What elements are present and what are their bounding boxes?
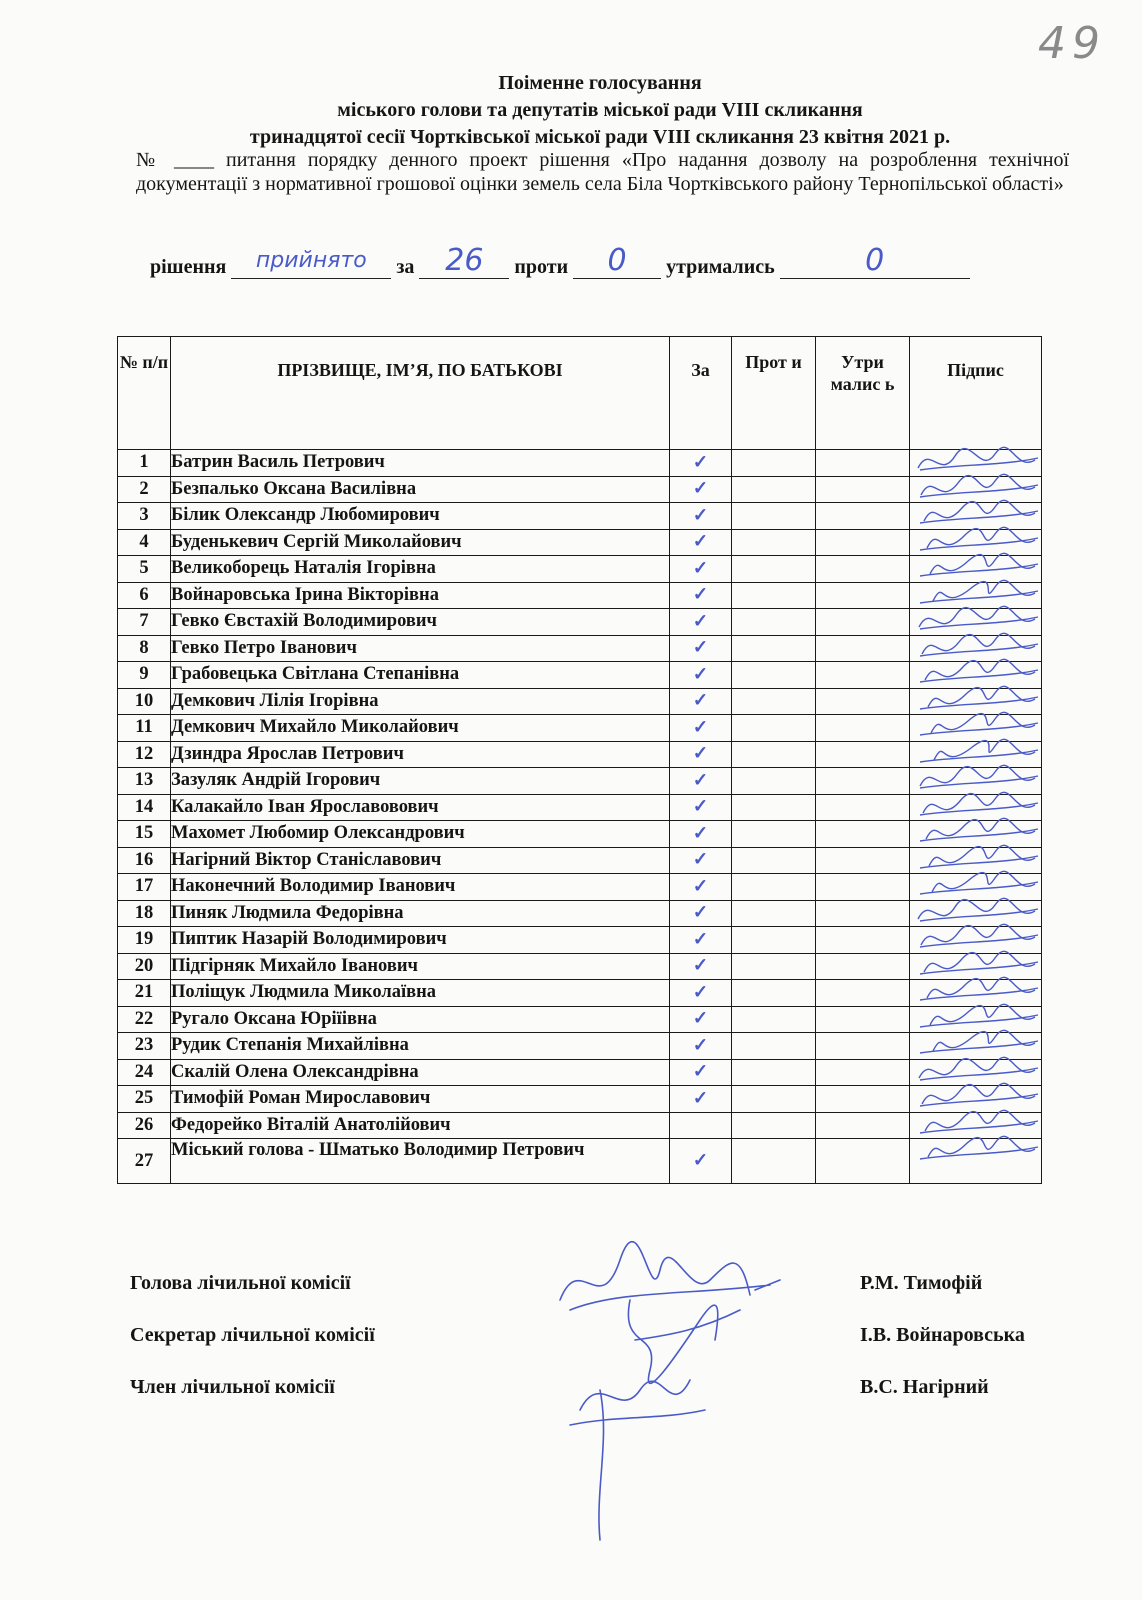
handwritten-signature [910, 1113, 1041, 1139]
decision-summary [150, 243, 1050, 279]
table-row [118, 1059, 1042, 1086]
row-number: 8 [118, 635, 171, 662]
vote-abstained-cell [816, 450, 910, 477]
vote-abstained-cell [816, 1139, 910, 1184]
vote-for-mark: ✓ [670, 450, 732, 477]
table-row [118, 847, 1042, 874]
table-row [118, 821, 1042, 848]
roll-call-table [117, 336, 1042, 1184]
signature-cell [910, 662, 1042, 689]
table-row [118, 503, 1042, 530]
row-number: 12 [118, 741, 171, 768]
handwritten-signature [910, 980, 1041, 1006]
vote-abstained-cell [816, 503, 910, 530]
row-number: 6 [118, 582, 171, 609]
vote-against-cell [732, 715, 816, 742]
handwritten-signature [910, 795, 1041, 821]
chair-role: Голова лічильної комісії [130, 1272, 351, 1294]
table-row [118, 927, 1042, 954]
deputy-name: Безпалько Оксана Василівна [171, 476, 670, 503]
vote-abstained-cell [816, 1112, 910, 1139]
vote-against-cell [732, 476, 816, 503]
vote-abstained-cell [816, 741, 910, 768]
abstained-label: утримались [666, 256, 775, 278]
table-row [118, 688, 1042, 715]
signature-cell [910, 1059, 1042, 1086]
vote-abstained-cell [816, 794, 910, 821]
signature-cell [910, 715, 1042, 742]
chair-signature [560, 1242, 780, 1310]
handwritten-signature [910, 821, 1041, 847]
vote-against-cell [732, 1086, 816, 1113]
vote-against-cell [732, 450, 816, 477]
table-row [118, 1086, 1042, 1113]
for-label: за [396, 256, 415, 278]
vote-abstained-cell [816, 476, 910, 503]
vote-abstained-cell [816, 688, 910, 715]
vote-against-cell [732, 529, 816, 556]
signature-cell [910, 847, 1042, 874]
row-number: 20 [118, 953, 171, 980]
signature-cell [910, 503, 1042, 530]
table-row [118, 556, 1042, 583]
vote-abstained-cell [816, 980, 910, 1007]
row-number: 11 [118, 715, 171, 742]
signature-cell [910, 768, 1042, 795]
header-abstained: Утри малис ь [816, 337, 910, 450]
vote-abstained-cell [816, 556, 910, 583]
deputy-name: Гевко Євстахій Володимирович [171, 609, 670, 636]
against-value: 0 [607, 243, 627, 278]
signature-cell [910, 953, 1042, 980]
heading-line-3: тринадцятої сесії Чортківської міської ради VIII скликання 23 квітня 2021 р. [249, 126, 951, 148]
deputy-name: Дзиндра Ярослав Петрович [171, 741, 670, 768]
row-number: 24 [118, 1059, 171, 1086]
deputy-name: Ругало Оксана Юріїівна [171, 1006, 670, 1033]
vote-against-cell [732, 582, 816, 609]
handwritten-signature [910, 583, 1041, 609]
vote-for-mark: ✓ [670, 582, 732, 609]
handwritten-signature [910, 530, 1041, 556]
header-against: Прот и [732, 337, 816, 450]
heading-line-1: Поіменне голосування [498, 72, 702, 94]
vote-for-mark: ✓ [670, 980, 732, 1007]
signature-cell [910, 529, 1042, 556]
signature-cell [910, 1112, 1042, 1139]
deputy-name: Батрин Василь Петрович [171, 450, 670, 477]
member-signature [570, 1380, 705, 1540]
vote-against-cell [732, 1139, 816, 1184]
vote-for-mark: ✓ [670, 1033, 732, 1060]
table-row [118, 794, 1042, 821]
vote-abstained-cell [816, 1059, 910, 1086]
signature-cell [910, 688, 1042, 715]
row-number: 23 [118, 1033, 171, 1060]
deputy-name: Білик Олександр Любомирович [171, 503, 670, 530]
table-row [118, 609, 1042, 636]
vote-abstained-cell [816, 1006, 910, 1033]
row-number: 2 [118, 476, 171, 503]
document-heading [130, 70, 1070, 151]
member-name: В.С. Нагірний [860, 1376, 989, 1398]
decision-value: прийнято [255, 248, 367, 273]
deputy-name: Буденькевич Сергій Миколайович [171, 529, 670, 556]
vote-abstained-cell [816, 821, 910, 848]
handwritten-signature [910, 927, 1041, 953]
deputy-name: Демкович Лілія Ігорівна [171, 688, 670, 715]
vote-abstained-cell [816, 900, 910, 927]
table-row [118, 1006, 1042, 1033]
vote-abstained-cell [816, 1033, 910, 1060]
vote-for-mark: ✓ [670, 715, 732, 742]
header-number: № п/п [118, 337, 171, 450]
table-row [118, 635, 1042, 662]
decision-value-field [231, 248, 391, 279]
deputy-name: Гевко Петро Іванович [171, 635, 670, 662]
row-number: 25 [118, 1086, 171, 1113]
table-row [118, 874, 1042, 901]
member-role: Член лічильної комісії [130, 1376, 335, 1398]
vote-for-mark: ✓ [670, 529, 732, 556]
vote-for-mark: ✓ [670, 1006, 732, 1033]
handwritten-signature [910, 477, 1041, 503]
table-row [118, 741, 1042, 768]
heading-line-2: міського голови та депутатів міської ради VIII скликання [337, 99, 863, 121]
deputy-name: Скалій Олена Олександрівна [171, 1059, 670, 1086]
against-label: проти [514, 256, 569, 278]
deputy-name: Грабовецька Світлана Степанівна [171, 662, 670, 689]
vote-against-cell [732, 768, 816, 795]
signature-cell [910, 821, 1042, 848]
vote-against-cell [732, 1059, 816, 1086]
vote-for-mark: ✓ [670, 874, 732, 901]
deputy-name: Калакайло Іван Ярославовович [171, 794, 670, 821]
header-for: За [670, 337, 732, 450]
vote-against-cell [732, 900, 816, 927]
signature-cell [910, 900, 1042, 927]
vote-for-mark: ✓ [670, 900, 732, 927]
signature-cell [910, 794, 1042, 821]
handwritten-signature [910, 503, 1041, 529]
vote-against-cell [732, 847, 816, 874]
vote-for-mark: ✓ [670, 927, 732, 954]
vote-abstained-cell [816, 609, 910, 636]
for-value: 26 [445, 243, 484, 278]
decision-label: рішення [150, 256, 227, 278]
deputy-name: Махомет Любомир Олександрович [171, 821, 670, 848]
vote-against-cell [732, 953, 816, 980]
vote-against-cell [732, 609, 816, 636]
handwritten-signature [910, 1007, 1041, 1033]
chair-name: Р.М. Тимофій [860, 1272, 983, 1294]
signature-cell [910, 1033, 1042, 1060]
signature-cell [910, 874, 1042, 901]
signature-cell [910, 450, 1042, 477]
handwritten-signature [910, 901, 1041, 927]
deputy-name: Рудик Степанія Михайлівна [171, 1033, 670, 1060]
vote-abstained-cell [816, 715, 910, 742]
signature-cell [910, 476, 1042, 503]
deputy-name: Пиптик Назарій Володимирович [171, 927, 670, 954]
vote-abstained-cell [816, 874, 910, 901]
vote-for-mark: ✓ [670, 741, 732, 768]
handwritten-signature [910, 689, 1041, 715]
vote-against-cell [732, 503, 816, 530]
handwritten-signature [910, 1033, 1041, 1059]
vote-abstained-cell [816, 1086, 910, 1113]
handwritten-signature [910, 768, 1041, 794]
table-row [118, 768, 1042, 795]
vote-abstained-cell [816, 529, 910, 556]
row-number: 18 [118, 900, 171, 927]
table-row [118, 662, 1042, 689]
deputy-name: Наконечний Володимир Іванович [171, 874, 670, 901]
against-value-field [573, 243, 661, 279]
vote-against-cell [732, 556, 816, 583]
handwritten-signature [910, 662, 1041, 688]
deputy-name: Пиняк Людмила Федорівна [171, 900, 670, 927]
handwritten-signature [910, 1086, 1041, 1112]
vote-for-mark: ✓ [670, 1059, 732, 1086]
table-row [118, 450, 1042, 477]
page-number: 49 [1038, 18, 1106, 69]
signature-cell [910, 1006, 1042, 1033]
vote-against-cell [732, 1006, 816, 1033]
vote-against-cell [732, 1112, 816, 1139]
deputy-name: Підгірняк Михайло Іванович [171, 953, 670, 980]
signature-cell [910, 980, 1042, 1007]
vote-abstained-cell [816, 927, 910, 954]
vote-abstained-cell [816, 635, 910, 662]
handwritten-signature [910, 450, 1041, 476]
vote-against-cell [732, 874, 816, 901]
table-header-row [118, 337, 1042, 450]
deputy-name: Поліщук Людмила Миколаївна [171, 980, 670, 1007]
for-value-field [419, 243, 509, 279]
vote-against-cell [732, 741, 816, 768]
row-number: 16 [118, 847, 171, 874]
vote-for-mark: ✓ [670, 953, 732, 980]
vote-abstained-cell [816, 953, 910, 980]
deputy-name: Войнаровська Ірина Вікторівна [171, 582, 670, 609]
vote-for-mark: ✓ [670, 662, 732, 689]
deputy-name: Нагірний Віктор Станіславович [171, 847, 670, 874]
vote-for-mark: ✓ [670, 821, 732, 848]
deputy-name: Федорейко Віталій Анатолійович [171, 1112, 670, 1139]
row-number: 7 [118, 609, 171, 636]
row-number: 19 [118, 927, 171, 954]
vote-abstained-cell [816, 662, 910, 689]
handwritten-signature [910, 954, 1041, 980]
table-row [118, 1112, 1042, 1139]
handwritten-signature [910, 1139, 1041, 1183]
abstained-value: 0 [865, 243, 885, 278]
header-name: ПРІЗВИЩЕ, ІМ’Я, ПО БАТЬКОВІ [171, 337, 670, 450]
deputy-name: Великоборець Наталія Ігорівна [171, 556, 670, 583]
vote-against-cell [732, 688, 816, 715]
vote-against-cell [732, 980, 816, 1007]
row-number: 17 [118, 874, 171, 901]
vote-abstained-cell [816, 582, 910, 609]
vote-for-mark: ✓ [670, 794, 732, 821]
row-number: 26 [118, 1112, 171, 1139]
row-number: 14 [118, 794, 171, 821]
vote-for-mark: ✓ [670, 503, 732, 530]
table-row [118, 900, 1042, 927]
deputy-name: Міський голова - Шматько Володимир Петрович [171, 1139, 670, 1184]
signature-cell [910, 1139, 1042, 1184]
vote-for-mark [670, 1112, 732, 1139]
handwritten-signature [910, 556, 1041, 582]
vote-against-cell [732, 662, 816, 689]
vote-for-mark: ✓ [670, 635, 732, 662]
handwritten-signature [910, 742, 1041, 768]
signature-cell [910, 1086, 1042, 1113]
row-number: 9 [118, 662, 171, 689]
row-number: 13 [118, 768, 171, 795]
table-row [118, 476, 1042, 503]
row-number: 22 [118, 1006, 171, 1033]
table-row [118, 1139, 1042, 1184]
header-signature: Підпис [910, 337, 1042, 450]
vote-against-cell [732, 821, 816, 848]
secretary-signature [628, 1300, 740, 1383]
vote-abstained-cell [816, 847, 910, 874]
handwritten-signature [910, 848, 1041, 874]
vote-for-mark: ✓ [670, 476, 732, 503]
deputy-name: Тимофій Роман Мирославович [171, 1086, 670, 1113]
row-number: 21 [118, 980, 171, 1007]
handwritten-signature [910, 636, 1041, 662]
row-number: 10 [118, 688, 171, 715]
vote-for-mark: ✓ [670, 768, 732, 795]
row-number: 5 [118, 556, 171, 583]
signature-cell [910, 635, 1042, 662]
deputy-name: Демкович Михайло Миколайович [171, 715, 670, 742]
table-row [118, 953, 1042, 980]
abstained-value-field [780, 243, 970, 279]
row-number: 27 [118, 1139, 171, 1184]
deputy-name: Зазуляк Андрій Ігорович [171, 768, 670, 795]
table-row [118, 582, 1042, 609]
table-row [118, 529, 1042, 556]
handwritten-signature [910, 715, 1041, 741]
signature-cell [910, 741, 1042, 768]
row-number: 15 [118, 821, 171, 848]
vote-against-cell [732, 927, 816, 954]
vote-for-mark: ✓ [670, 688, 732, 715]
vote-for-mark: ✓ [670, 1139, 732, 1184]
vote-abstained-cell [816, 768, 910, 795]
row-number: 4 [118, 529, 171, 556]
signature-cell [910, 556, 1042, 583]
handwritten-signature [910, 609, 1041, 635]
secretary-name: І.В. Войнаровська [860, 1324, 1025, 1346]
vote-for-mark: ✓ [670, 556, 732, 583]
vote-for-mark: ✓ [670, 609, 732, 636]
vote-for-mark: ✓ [670, 1086, 732, 1113]
commission-signatures [540, 1240, 800, 1540]
vote-against-cell [732, 1033, 816, 1060]
vote-for-mark: ✓ [670, 847, 732, 874]
signature-cell [910, 582, 1042, 609]
table-row [118, 1033, 1042, 1060]
row-number: 3 [118, 503, 171, 530]
vote-against-cell [732, 794, 816, 821]
signature-cell [910, 927, 1042, 954]
vote-against-cell [732, 635, 816, 662]
table-row [118, 715, 1042, 742]
row-number: 1 [118, 450, 171, 477]
handwritten-signature [910, 874, 1041, 900]
agenda-question: № ____ питання порядку денного проект рішення «Про надання дозволу на розроблення технічної документації з нормативної грошової оцінки земель села Біла Чортківського району Тернопільської області» [136, 149, 1069, 195]
table-row [118, 980, 1042, 1007]
secretary-role: Секретар лічильної комісії [130, 1324, 375, 1346]
handwritten-signature [910, 1060, 1041, 1086]
signature-cell [910, 609, 1042, 636]
